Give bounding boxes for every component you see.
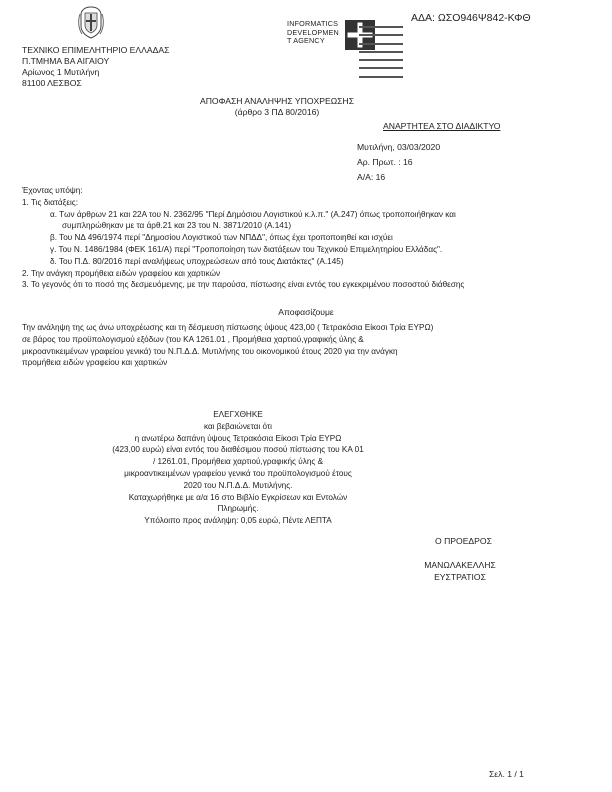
decision-line: μικροαντικειμένων γραφείου γενικά) του Ν.Π.Δ.Δ. Μυτιλήνης του οικονομικού έτους 2020 για την ανάγκη <box>22 346 398 356</box>
place-date: Μυτιλήνη, 03/03/2020 <box>357 142 441 152</box>
serial-number: Α/Α: 16 <box>357 172 386 182</box>
verification-line: Καταχωρήθηκε με α/α 16 στο Βιβλίο Εγκρίσεων και Εντολών <box>128 492 348 502</box>
ida-small-print-icon <box>359 21 403 79</box>
remaining-balance: Υπόλοιπο προς ανάληψη: 0,05 ευρώ, Πέντε ΛΕΠΤΑ <box>144 516 332 526</box>
consideration-item: 3. Το γεγονός ότι το ποσό της δεσμευόμενης, με την παρούσα, πίστωσης είναι εντός του εγκεκριμένου ποσοστού διάθεσης <box>22 280 465 290</box>
consideration-subitem: δ. Του Π.Δ. 80/2016 περί αναλήψεως υποχρεώσεων από τους Διατάκτες" (Α.145) <box>50 256 344 266</box>
issuer-block <box>22 45 169 89</box>
consideration-subitem: β. Του ΝΔ 496/1974 περί "Δημοσίου Λογιστικού των ΝΠΔΔ", όπως έχει τροποποιηθεί και ισχύει <box>50 233 393 243</box>
issuer-name: ΤΕΧΝΙΚΟ ΕΠΙΜΕΛΗΤΗΡΙΟ ΕΛΛΑΔΑΣ <box>22 45 170 55</box>
consideration-subitem: α. Των άρθρων 21 και 22Α του Ν. 2362/95 "Περί Δημόσιου Λογιστικού κ.λ.π." (Α.247) όπως τροποποιήθηκαν και <box>50 209 456 219</box>
verification-line: και βεβαιώνεται ότι <box>203 421 272 431</box>
decision-line: σε βάρος του προϋπολογισμού εξόδων (του ΚΑ 1261.01 , Προμήθεια χαρτιού,γραφικής ύλης & <box>22 334 364 344</box>
decision-line: Την ανάληψη της ως άνω υποχρέωσης και τη δέσμευση πίστωσης ύψους 423,00 ( Τετρακόσια Είκοσι Τρία ΕΥΡΩ) <box>22 323 434 332</box>
issuer-postcode: 81100 ΛΕΣΒΟΣ <box>22 78 82 88</box>
verification-line: 2020 του Ν.Π.Δ.Δ. Μυτιλήνης. <box>183 480 293 490</box>
verification-line: Πληρωμής. <box>217 504 259 514</box>
signatory-surname: ΜΑΝΩΛΑΚΕΛΛΗΣ <box>424 560 496 570</box>
page-number: Σελ. 1 / 1 <box>489 769 524 779</box>
document-title <box>0 96 554 118</box>
document-title-sub: (άρθρο 3 ΠΔ 80/2016) <box>234 107 320 117</box>
consideration-item: 1. Τις διατάξεις: <box>22 197 79 207</box>
issuer-street: Αρίωνος 1 Μυτιλήνη <box>22 67 100 77</box>
document-title-main: ΑΠΟΦΑΣΗ ΑΝΑΛΗΨΗΣ ΥΠΟΧΡΕΩΣΗΣ <box>199 96 354 106</box>
verification-line: (423,00 ευρώ) είναι εντός του διαθέσιμου ποσού πίστωσης του ΚΑ 01 <box>112 445 364 455</box>
ida-logo-line: T AGENCY <box>287 36 325 45</box>
considerations-section <box>22 185 464 291</box>
protocol-number: Αρ. Πρωτ. : 16 <box>357 157 413 167</box>
signatory-firstname: ΕΥΣΤΡΑΤΙΟΣ <box>434 571 486 582</box>
document-meta <box>357 140 440 185</box>
decision-line: προμήθεια ειδών γραφείου και χαρτικών <box>22 358 168 368</box>
verification-block <box>0 409 476 527</box>
considerations-heading: Έχοντας υπόψη: <box>22 186 83 195</box>
decision-heading: Αποφασίζουμε <box>278 307 334 317</box>
verification-line: η ανωτέρω δαπάνη ύψους Τετρακόσια Είκοσι Τρία ΕΥΡΩ <box>134 433 342 443</box>
greek-coat-of-arms-icon <box>76 4 106 40</box>
decision-text <box>22 322 433 369</box>
consideration-subitem: γ. Του Ν. 1486/1984 (ΦΕΚ 161/Α) περί "Τροποποίηση των διατάξεων του Τεχνικού Επιμελητηρίου Ελλάδας". <box>50 244 443 254</box>
signatory-name <box>0 560 612 583</box>
signatory-title: Ο ΠΡΟΕΔΡΟΣ <box>435 536 492 546</box>
verification-line: / 1261.01, Προμήθεια χαρτιού,γραφικής ύλης & <box>152 457 324 467</box>
verification-line: μικροαντικειμένων γραφείου γενικά του προϋπολογισμού έτους <box>124 468 352 478</box>
verification-line: ΕΛΕΓΧΘΗΚΕ <box>213 410 263 419</box>
ada-code: ΑΔΑ: ΩΣΟ946Ψ842-ΚΦΘ <box>411 12 531 24</box>
ida-logo-line: DEVELOPMEN <box>287 27 339 37</box>
ida-logo-line: INFORMATICS <box>287 19 339 28</box>
consideration-subitem-cont: συμπληρώθηκαν με τα άρθ.21 και 23 του Ν. 3871/2010 (Α.141) <box>62 221 292 231</box>
post-online-note: ΑΝΑΡΤΗΤΕΑ ΣΤΟ ΔΙΑΔΙΚΤΥΟ <box>383 121 501 131</box>
issuer-department: Π.ΤΜΗΜΑ ΒΑ ΑΙΓΑΙΟΥ <box>22 56 110 66</box>
consideration-item: 2. Την ανάγκη προμήθεια ειδών γραφείου και χαρτικών <box>22 268 221 278</box>
